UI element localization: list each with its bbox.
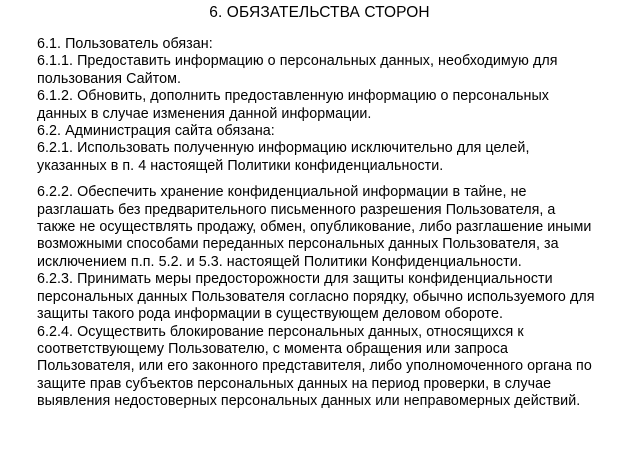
text-line: защиты такого рода информации в существующем деловом обороте.: [37, 306, 504, 323]
text-line: 6.2.3. Принимать меры предосторожности для защиты конфиденциальности: [37, 271, 553, 288]
text-line: 6.2. Администрация сайта обязана:: [37, 123, 275, 140]
text-line: указанных в п. 4 настоящей Политики конфиденциальности.: [37, 157, 444, 174]
section-body: [37, 36, 617, 411]
text-line: 6.2.4. Осуществить блокирование персональных данных, относящихся к: [37, 323, 524, 340]
text-line: Пользователя, или его законного представителя, либо уполномоченного органа по: [37, 358, 592, 375]
text-line: разглашать без предварительного письменного разрешения Пользователя, а: [37, 201, 556, 218]
text-line: 6.2.1. Использовать полученную информацию исключительно для целей,: [37, 140, 530, 157]
paragraph-gap: [37, 175, 617, 184]
paragraph-block-1: [37, 36, 617, 175]
text-line: защите прав субъектов персональных данных на период проверки, в случае: [37, 375, 552, 392]
text-line: 6.1.1. Предоставить информацию о персональных данных, необходимую для: [37, 53, 558, 70]
text-line: 6.1. Пользователь обязан:: [37, 36, 213, 52]
text-line: выявления недостоверных персональных данных или неправомерных действий.: [37, 393, 581, 410]
text-line: пользования Сайтом.: [37, 70, 182, 87]
text-line: 6.1.2. Обновить, дополнить предоставленную информацию о персональных: [37, 88, 549, 105]
text-line: также не осуществлять продажу, обмен, опубликование, либо разглашение иными: [37, 219, 592, 236]
text-line: исключением п.п. 5.2. и 5.3. настоящей Политики Конфиденциальности.: [37, 253, 522, 270]
text-line: соответствующему Пользователю, с момента обращения или запроса: [37, 340, 508, 357]
text-line: 6.2.2. Обеспечить хранение конфиденциальной информации в тайне, не: [37, 184, 527, 201]
paragraph-block-2: [37, 184, 617, 410]
text-line: персональных данных Пользователя согласно порядку, обычно используемого для: [37, 288, 595, 305]
section-title: 6. ОБЯЗАТЕЛЬСТВА СТОРОН: [209, 4, 430, 21]
text-line: данных в случае изменения данной информации.: [37, 105, 372, 122]
text-line: возможными способами переданных персональных данных Пользователя, за: [37, 236, 559, 253]
